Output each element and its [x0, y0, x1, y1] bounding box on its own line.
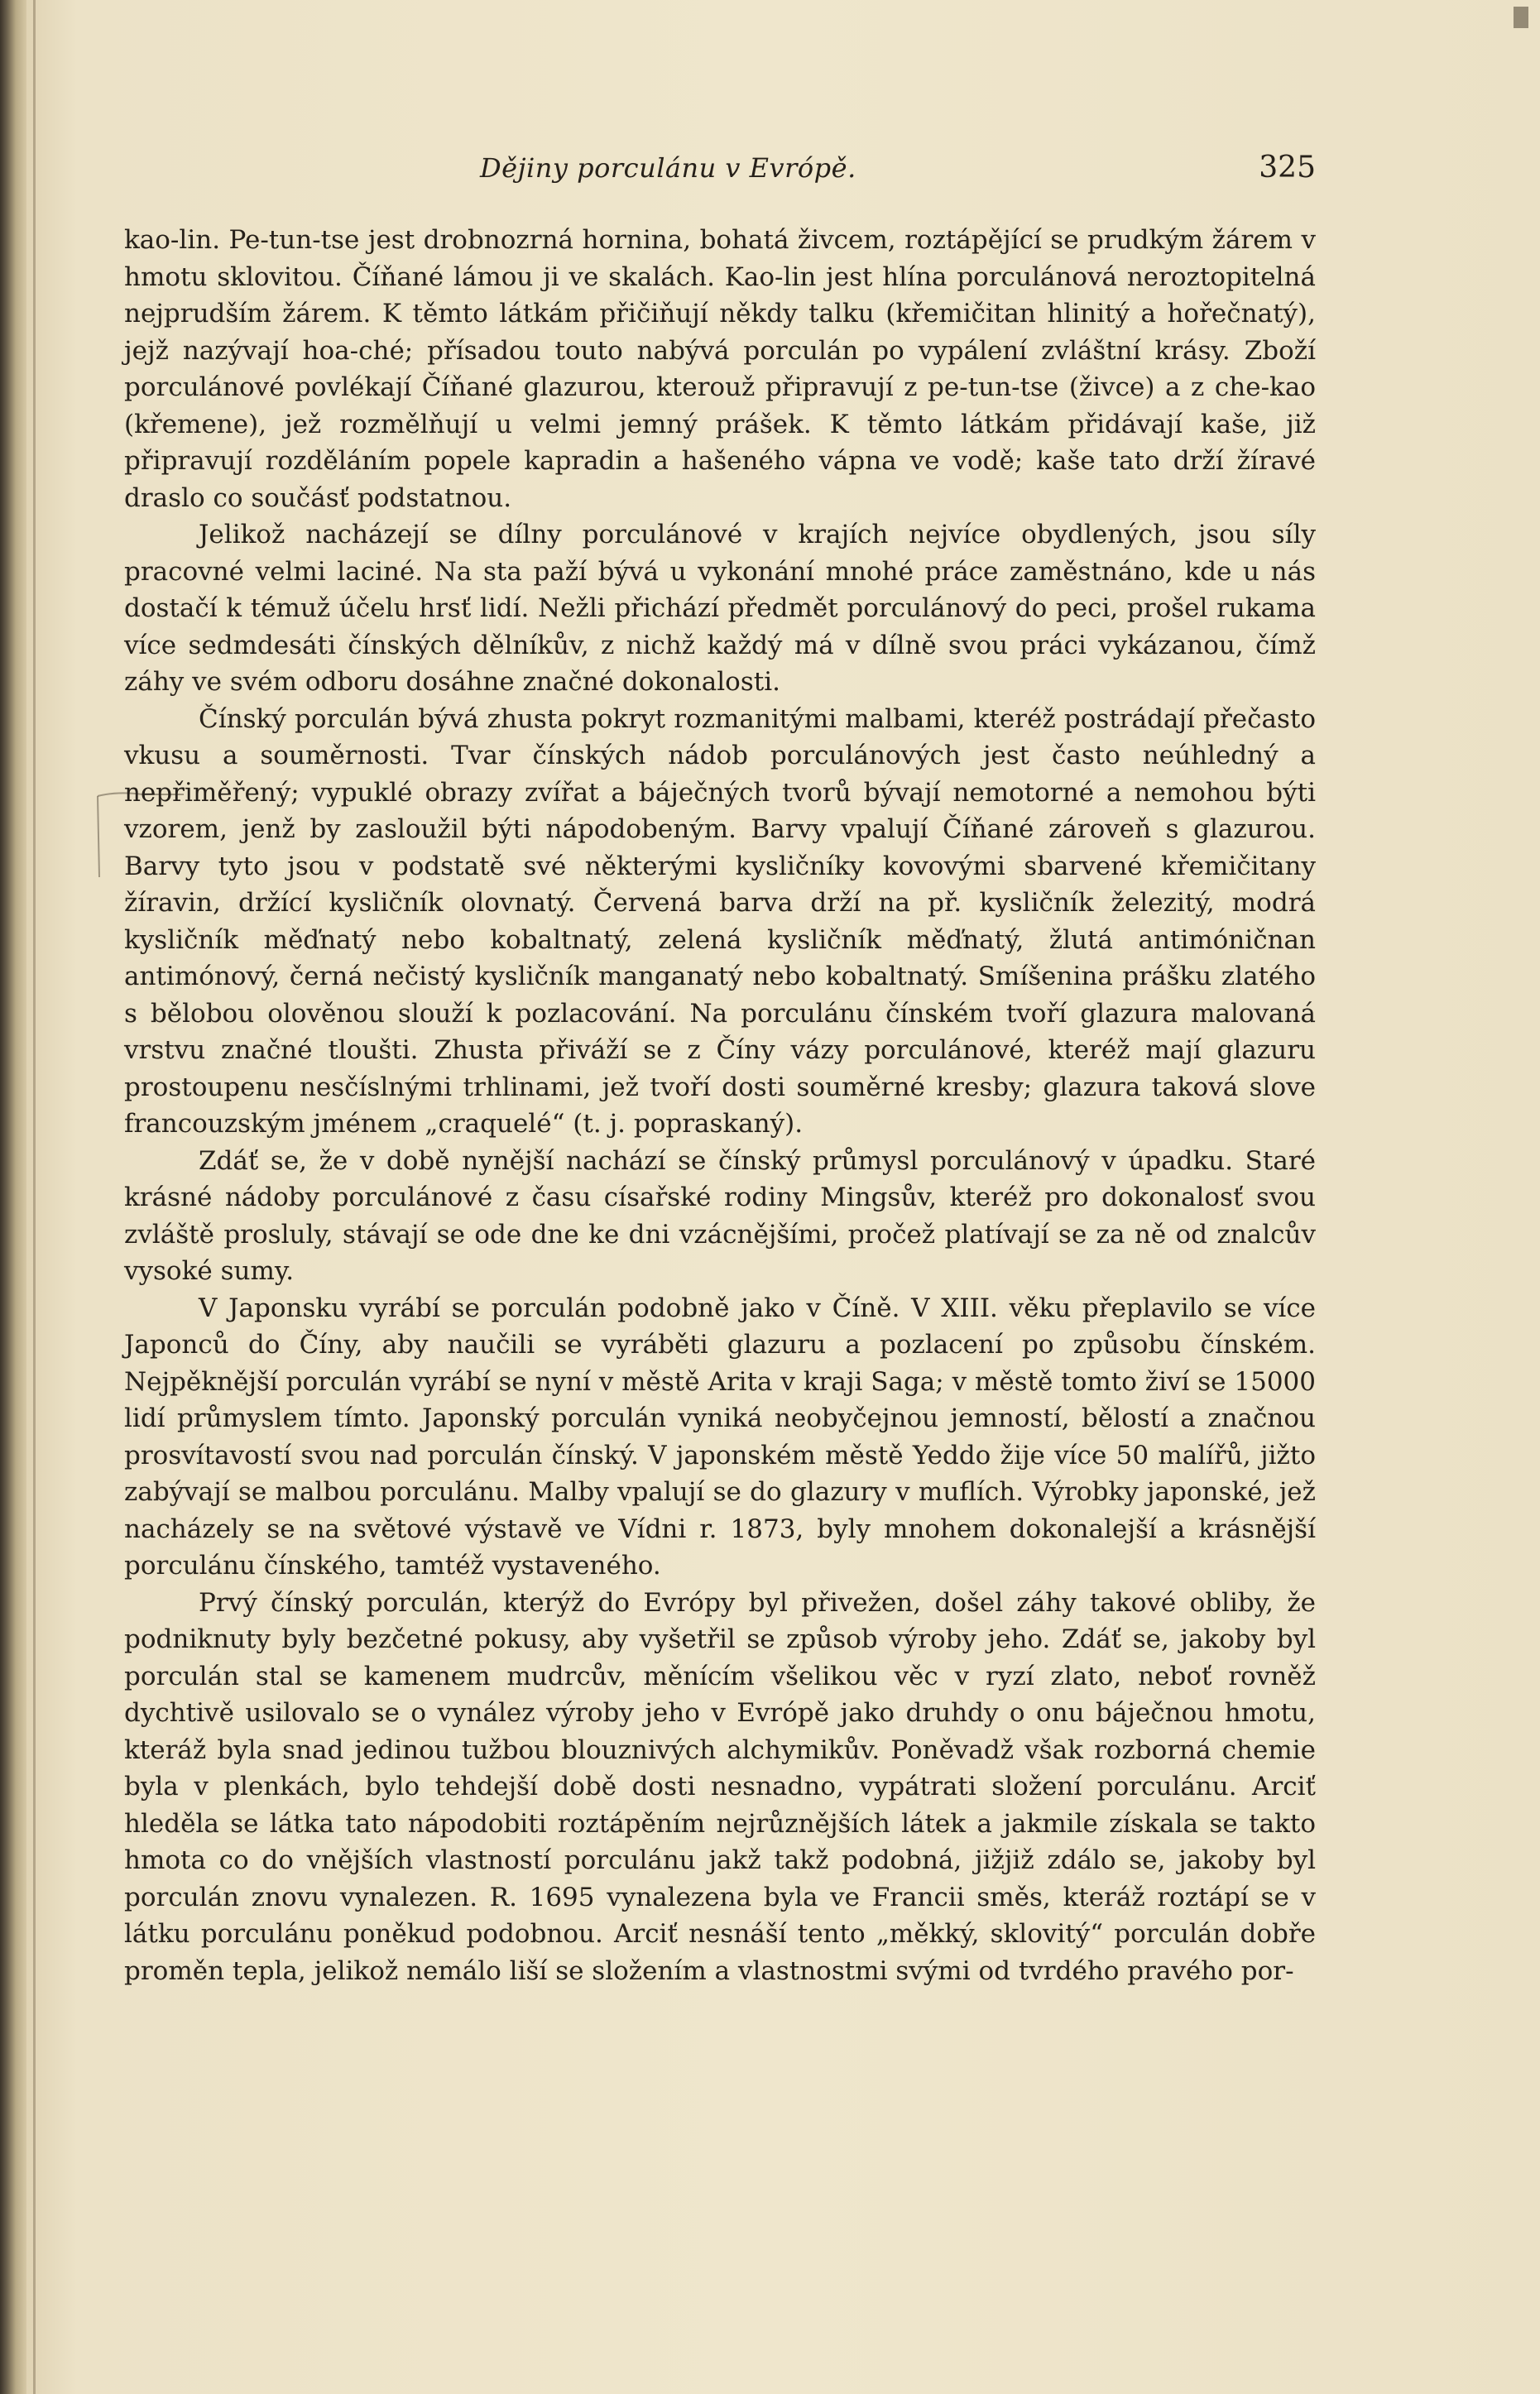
paragraph: Jelikož nacházejí se dílny porculánové v krajích nejvíce obydlených, jsou síly pracovné velmi laciné. Na sta paží bývá u vykonání mnohé práce zaměstnáno, kde u nás dostačí k témuž účelu hrsť lidí. Nežli přichází předmět porculánový do peci, prošel rukama více sedmdesáti čínských dělníkův, z nichž každý má v dílně svou práci vykázanou, čímž záhy ve svém odboru dosáhne značné dokonalosti.	[124, 520, 1316, 697]
running-title: Dějiny porculánu v Evrópě.	[480, 152, 856, 184]
body-text	[124, 222, 1316, 1989]
paragraph: V Japonsku vyrábí se porculán podobně jako v Číně. V XIII. věku přeplavilo se více Japonců do Číny, aby naučili se vyráběti glazuru a pozlacení po způsobu čínském. Nejpěknější porculán vyrábí se nyní v městě Arita v kraji Saga; v městě tomto živí se 15000 lidí průmyslem tímto. Japonský porculán vyniká neobyčejnou jemností, bělostí a značnou prosvítavostí svou nad porculán čínský. V japonském městě Yeddo žije více 50 malířů, jižto zabývají se malbou porculánu. Malby vpalují se do glazury v muflích. Výrobky japonské, jež nacházely se na světové výstavě ve Vídni r. 1873, byly mnohem dokonalejší a krásnější porculánu čínského, tamtéž vystaveného.	[124, 1293, 1316, 1581]
paragraph: Prvý čínský porculán, kterýž do Evrópy byl přivežen, došel záhy takové obliby, že podniknuty byly bezčetné pokusy, aby vyšetřil se způsob výroby jeho. Zdáť se, jakoby byl porculán stal se kamenem mudrcův, měnícím všelikou věc v ryzí zlato, neboť rovněž dychtivě usilovalo se o vynález výroby jeho v Evrópě jako druhdy o onu báječnou hmotu, kteráž byla snad jedinou tužbou blouznivých alchymikův. Poněvadž však rozborná chemie byla v plenkách, bylo tehdejší době dosti nesnadno, vypátrati složení porculánu. Arciť hleděla se látka tato nápodobiti roztápěním nejrůznějších látek a jakmile získala se takto hmota co do vnějších vlastností porculánu jakž takž podobná, jižjiž zdálo se, jakoby byl porculán znovu vynalezen. R. 1695 vynalezena byla ve Francii směs, kteráž roztápí se v látku porculánu poněkud podobnou. Arciť nesnáší tento „měkký, sklovitý“ porculán dobře proměn tepla, jelikož nemálo liší se složením a vlastnostmi svými od tvrdého pravého por-	[124, 1587, 1316, 1986]
corner-mark	[1514, 7, 1528, 28]
paragraph: kao-lin. Pe-tun-tse jest drobnozrná hornina, bohatá živcem, roztápějící se prudkým žárem v hmotu sklovitou. Číňané lámou ji ve skalách. Kao-lin jest hlína porculánová neroztopitelná nejprudším žárem. K těmto látkám přičiňují někdy talku (křemičitan hlinitý a hořečnatý), jejž nazývají hoa-ché; přísadou touto nabývá porculán po vypálení zvláštní krásy. Zboží porculánové povlékají Číňané glazurou, kterouž připravují z pe-tun-tse (živce) a z che-kao (křemene), jež rozmělňují u velmi jemný prášek. K těmto látkám přidávají kaše, již připravují rozděláním popele kapradin a hašeného vápna ve vodě; kaše tato drží žíravé draslo co součásť podstatnou.	[124, 225, 1316, 513]
margin-rule	[33, 0, 36, 2394]
running-header	[124, 146, 1316, 195]
paragraph: Čínský porculán bývá zhusta pokryt rozmanitými malbami, kteréž postrádají přečasto vkusu a souměrnosti. Tvar čínských nádob porculánových jest často neúhledný a nepřiměřený; vypuklé obrazy zvířat a báječných tvorů bývají nemotorné a nemohou býti vzorem, jenž by zasloužil býti nápodobeným. Barvy vpalují Číňané zároveň s glazurou. Barvy tyto jsou v podstatě své některými kysličníky kovovými sbarvené křemičitany žíravin, držící kysličník olovnatý. Červená barva drží na př. kysličník železitý, modrá kysličník měďnatý nebo kobaltnatý, zelená kysličník měďnatý, žlutá antimóničnan antimónový, černá nečistý kysličník manganatý nebo kobaltnatý. Smíšenina prášku zlatého s bělobou olověnou slouží k pozlacování. Na porculánu čínském tvoří glazura malovaná vrstvu značné tloušti. Zhusta přiváží se z Číny vázy porculánové, kteréž mají glazuru prostoupenu nesčíslnými trhlinami, jež tvoří dosti souměrné kresby; glazura taková slove francouzským jménem „craquelé“ (t. j. popraskaný).	[124, 703, 1316, 1139]
book-binding-edge	[0, 0, 26, 2394]
page-number: 325	[1259, 151, 1316, 185]
paragraph: Zdáť se, že v době nynější nachází se čínský průmysl porculánový v úpadku. Staré krásné nádoby porculánové z času císařské rodiny Mingsův, kteréž pro dokonalosť svou zvláště prosluly, stávají se ode dne ke dni vzácnějšími, pročež platívají se za ně od znalcův vysoké sumy.	[124, 1145, 1316, 1286]
